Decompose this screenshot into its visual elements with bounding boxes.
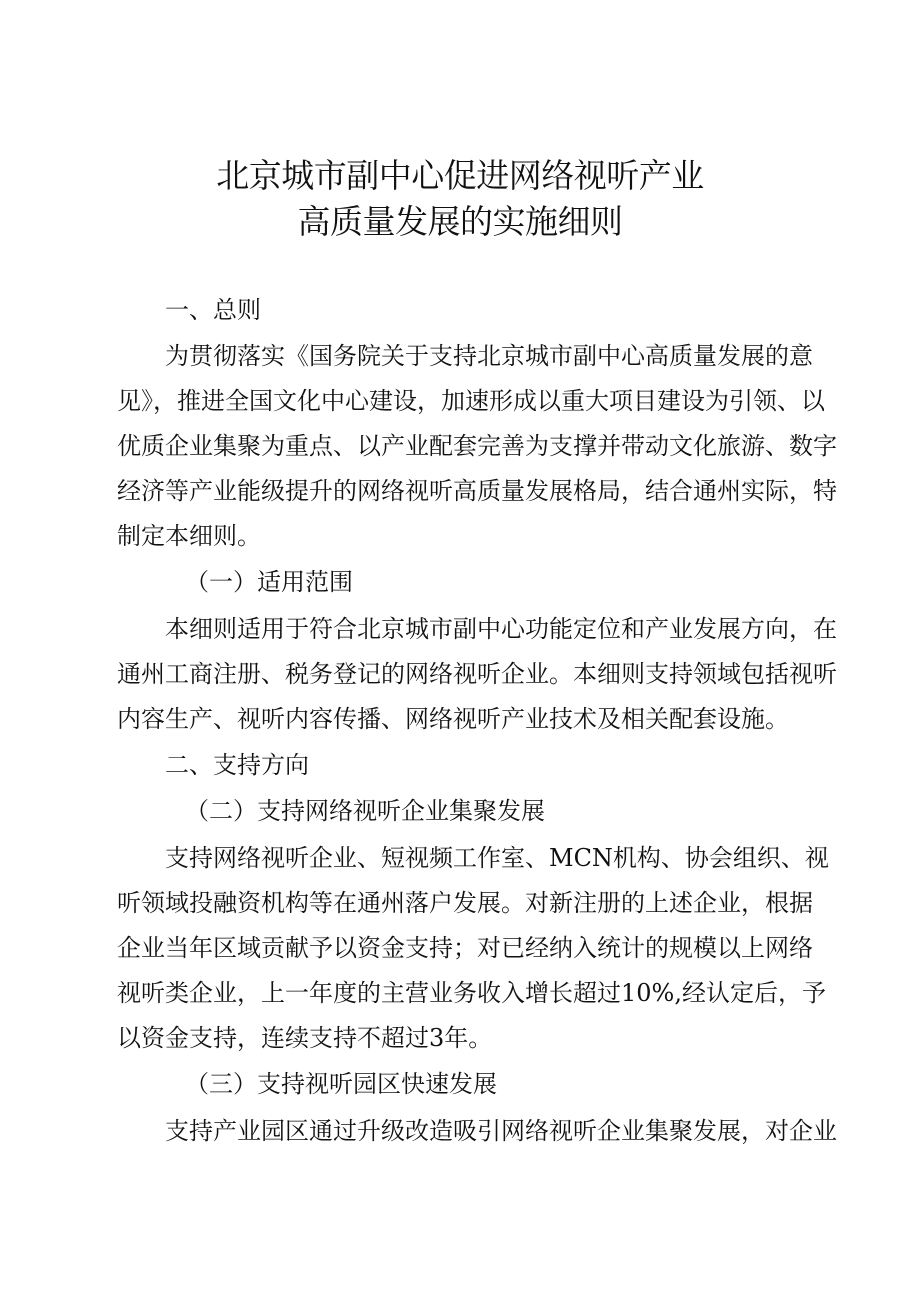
section-heading-general: 一、总则: [165, 296, 261, 324]
paragraph-line: 支持产业园区通过升级改造吸引网络视听企业集聚发展，对企业: [165, 1117, 837, 1145]
paragraph-line: 企业当年区域贡献予以资金支持；对已经纳入统计的规模以上网络: [117, 934, 813, 962]
paragraph-line: 听领域投融资机构等在通州落户发展。对新注册的上述企业，根据: [117, 889, 813, 917]
paragraph-line: 通州工商注册、税务登记的网络视听企业。本细则支持领域包括视听: [117, 660, 837, 688]
paragraph-line: 优质企业集聚为重点、以产业配套完善为支撑并带动文化旅游、数字: [117, 432, 837, 460]
paragraph-line: 视听类企业，上一年度的主营业务收入增长超过10%,经认定后，予: [117, 979, 826, 1007]
paragraph-line: 制定本细则。: [117, 522, 261, 550]
paragraph-line: 经济等产业能级提升的网络视听高质量发展格局，结合通州实际，特: [117, 477, 837, 505]
document-title-line-2: 高质量发展的实施细则: [297, 202, 623, 241]
subsection-heading-enterprise-cluster: （二）支持网络视听企业集聚发展: [185, 797, 545, 825]
paragraph-line: 以资金支持，连续支持不超过3年。: [117, 1024, 493, 1052]
paragraph-line: 本细则适用于符合北京城市副中心功能定位和产业发展方向，在: [165, 615, 837, 643]
subsection-heading-scope: （一）适用范围: [185, 568, 353, 596]
paragraph-line: 见》，推进全国文化中心建设，加速形成以重大项目建设为引领、以: [117, 387, 825, 415]
section-heading-support-direction: 二、支持方向: [165, 751, 309, 779]
paragraph-line: 支持网络视听企业、短视频工作室、MCN机构、协会组织、视: [165, 844, 829, 872]
document-title-line-1: 北京城市副中心促进网络视听产业: [216, 156, 704, 195]
paragraph-line: 为贯彻落实《国务院关于支持北京城市副中心高质量发展的意: [165, 342, 813, 370]
paragraph-line: 内容生产、视听内容传播、网络视听产业技术及相关配套设施。: [117, 705, 789, 733]
subsection-heading-park-development: （三）支持视听园区快速发展: [185, 1070, 497, 1098]
